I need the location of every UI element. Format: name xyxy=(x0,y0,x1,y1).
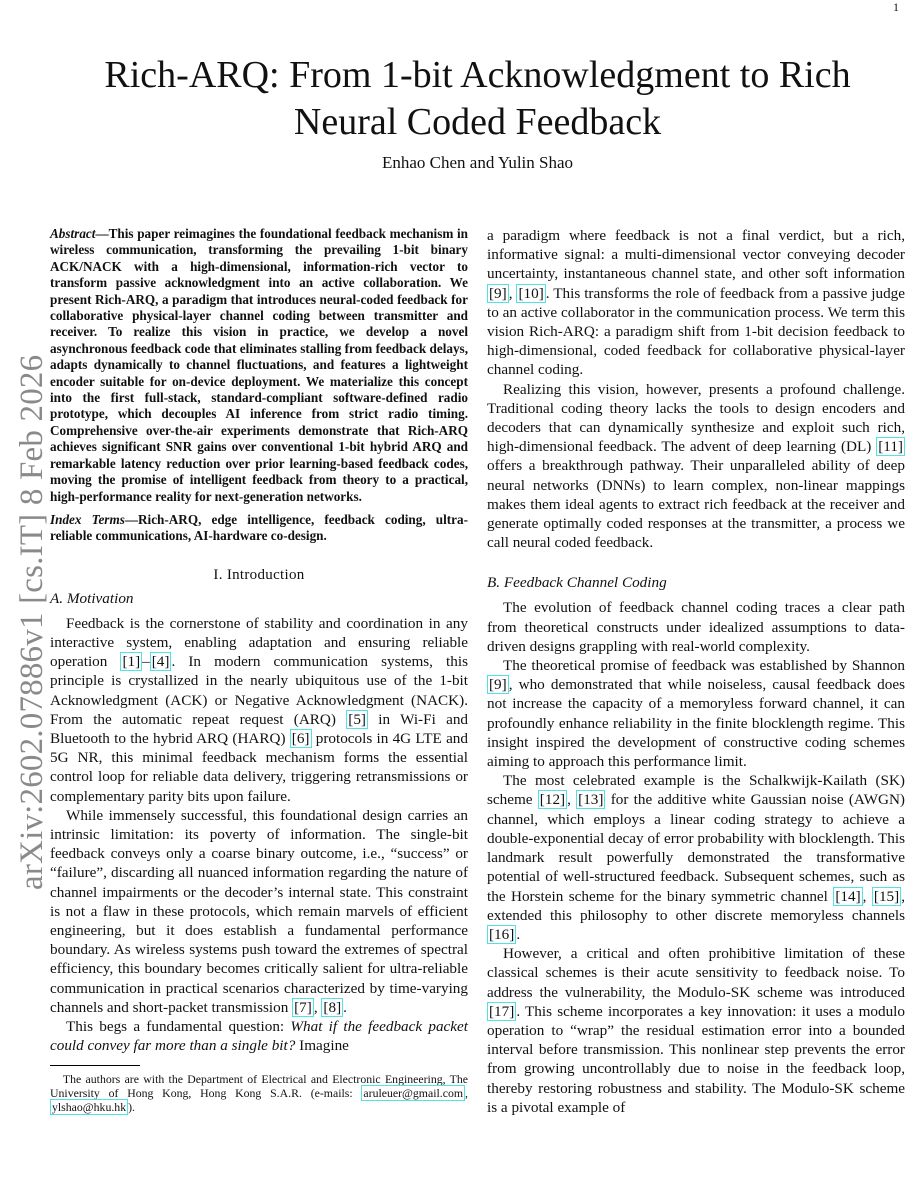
citation-link[interactable]: [7] xyxy=(294,998,312,1016)
index-terms-label: Index Terms xyxy=(50,511,125,527)
text-span: – xyxy=(142,653,150,671)
text-span: Realizing this vision, however, presents a profound challenge. Traditional coding theory lacks the tools to design encoders and decoders that can dynamically synthesize and exploit such rich, high-dimensional feedback. The advent of deep learning (DL) xyxy=(487,380,905,456)
email-link[interactable]: ylshao@hku.hk xyxy=(52,1100,127,1115)
citation-link[interactable]: [15] xyxy=(873,887,900,905)
text-span: ). xyxy=(128,1100,135,1115)
citation-link[interactable]: [14] xyxy=(835,887,861,905)
citation-link[interactable]: [4] xyxy=(151,653,170,671)
abstract-text: —This paper reimagines the foundational feedback mechanism in wireless communication, transforming the prevailing 1-bit binary ACK/NACK with a high-dimensional, information-rich vector to transform passive acknowledgment into an active collaboration. We present Rich-ARQ, a paradigm that introduces neural-coded feedback for collaborative physical-layer channel coding between transmitter and receiver. To realize this vision in practice, we develop a novel asynchronous feedback code that eliminates stalling from feedback delays, adapts dynamically to channel fluctuations, and features a lightweight encoder suitable for on-device deployment. We materialize this concept into the first full-stack, standard-compliant software-defined radio prototype, which decouples AI inference from strict radio timing. Comprehensive over-the-air experiments demonstrate that Rich-ARQ achieves significant SNR gains over conventional 1-bit hybrid ARQ and remarkable latency reduction over prior learning-based feedback codes, moving the promise of intelligent feedback from theory to a practical, high-performance reality for next-generation networks. xyxy=(50,226,468,504)
text-span: While immensely successful, this foundational design carries an intrinsic limitation: its poverty of information. The single-bit feedback conveys only a coarse binary outcome, i.e., “success” or “failure”, discarding all nuanced information regarding the nature of channel impairments or the decoder’s internal state. This constraint is not a flaw in these protocols, which remain marvels of efficient engineering, but it does establish a fundamental performance boundary. As wireless systems push toward the extremes of spectral efficiency, this boundary becomes critically salient for ultra-reliable communication in practical scenarios characterized by time-varying channels and short-packet transmission xyxy=(50,806,468,1016)
email-link[interactable]: aruleuer@gmail.com xyxy=(363,1086,464,1101)
citation-link[interactable]: [8] xyxy=(323,998,342,1016)
text-span: However, a critical and often prohibitive limitation of these classical schemes is their acute sensitivity to feedback noise. To address the vulnerability, the Modulo-SK scheme was introduced xyxy=(487,945,905,1001)
citation-link[interactable]: [6] xyxy=(291,729,310,747)
text-span: , who demonstrated that while noiseless, causal feedback does not increase the capacity of a memoryless forward channel, it can profoundly enhance reliability in the finite blocklength regime. This insight inspired the development of constructive coding schemes aiming to approach this performance limit. xyxy=(487,676,905,771)
paragraph xyxy=(487,380,905,553)
text-span: This begs a fundamental question: xyxy=(66,1017,291,1035)
text-span: , xyxy=(862,887,872,905)
text-span: Imagine xyxy=(295,1037,349,1055)
text-span: The theoretical promise of feedback was established by Shannon xyxy=(503,657,905,675)
citation-link[interactable]: [10] xyxy=(518,284,544,302)
citation-link[interactable]: [16] xyxy=(489,925,515,943)
citation-link[interactable]: [12] xyxy=(539,791,566,809)
citation-link[interactable]: [13] xyxy=(578,791,604,809)
text-span: , extended this philosophy to other discrete memoryless channels xyxy=(487,887,905,924)
text-span: . In modern communication systems, this principle is crystallized in the nearly ubiquitous use of the 1-bit Acknowledgment (ACK) or Negative Acknowledgment (NACK). From the automatic repeat request (ARQ) xyxy=(50,653,468,728)
citation-link[interactable]: [1] xyxy=(122,653,141,671)
text-span: , xyxy=(465,1086,468,1101)
citation-link[interactable]: [11] xyxy=(878,438,903,456)
text-span: . This scheme incorporates a key innovation: it uses a modulo operation to “wrap” the residual estimation error into a bounded interval before transmission. This nonlinear step prevents the error from growing uncontrollably due to noise in the feedback loop, thereby restoring robustness and stability. The Modulo-SK scheme is a pivotal example of xyxy=(487,1002,905,1116)
text-span: . This transforms the role of feedback from a passive judge to an active collaborator in the communication process. We term this vision Rich-ARQ: a paradigm shift from 1-bit decision feedback to high-dimensional, coded feedback for collaborative physical-layer channel coding. xyxy=(487,284,905,379)
text-span: Feedback is the cornerstone of stability and coordination in any interactive system, enabling adaptation and ensuring reliable operation xyxy=(50,614,468,671)
subsection-heading-feedback-coding: B. Feedback Channel Coding xyxy=(487,574,667,592)
abstract-label: Abstract xyxy=(50,226,96,241)
subsection-heading-motivation: A. Motivation xyxy=(50,589,134,607)
citation-link[interactable]: [9] xyxy=(489,284,507,302)
paragraph xyxy=(487,656,905,771)
arxiv-identifier[interactable]: arXiv:2602.07886v1 [cs.IT] 8 Feb 2026 xyxy=(14,354,50,890)
text-span: , xyxy=(508,284,517,302)
text-span: . xyxy=(343,998,347,1016)
paragraph xyxy=(487,226,905,380)
footnote xyxy=(50,1072,468,1114)
section-heading-introduction: I. Introduction xyxy=(213,566,305,583)
text-span: in Wi-Fi and Bluetooth to the hybrid ARQ (HARQ) xyxy=(50,710,469,747)
abstract xyxy=(50,226,468,505)
text-span: a paradigm where feedback is not a final verdict, but a rich, informative signal: a multi-dimensional vector conveying decoder uncertainty, instantaneous channel state, and other soft information xyxy=(487,227,905,283)
citation-link[interactable]: [5] xyxy=(348,710,366,728)
page-number: 1 xyxy=(893,0,899,14)
paper-title: Rich-ARQ: From 1-bit Acknowledgment to Rich Neural Coded Feedback xyxy=(104,54,851,143)
paragraph xyxy=(50,614,468,806)
index-terms xyxy=(50,512,468,545)
paragraph xyxy=(487,771,905,944)
text-span: for the additive white Gaussian noise (AWGN) channel, which employs a linear coding strategy to achieve a double-exponential decay of error probability with blocklength. This landmark result powerfully demonstrated the transformative potential of well-structured feedback. Subsequent schemes, such as the Horstein scheme for the binary symmetric channel xyxy=(487,791,905,905)
citation-link[interactable]: [9] xyxy=(489,676,507,694)
index-terms-text: —Rich-ARQ, edge intelligence, feedback coding, ultra-reliable communications, AI-hardware co-design. xyxy=(50,511,468,544)
text-span: The most celebrated example is the Schalkwijk-Kailath (SK) scheme xyxy=(487,772,905,809)
paragraph xyxy=(50,806,468,1017)
left-column xyxy=(50,226,468,1114)
paper-authors: Enhao Chen and Yulin Shao xyxy=(381,153,574,172)
paragraph: The evolution of feedback channel coding traces a clear path from theoretical constructs under idealized assumptions to data-driven designs grappling with real-world complexity. xyxy=(487,599,905,655)
text-span: offers a breakthrough pathway. Their unparalleled ability of deep neural networks (DNNs) to learn complex, non-linear mappings makes them ideal agents to extract rich feedback at the receiver and generate optimally coded responses at the transmitter, a process we call neural coded feedback. xyxy=(487,457,905,552)
text-span: protocols in 4G LTE and 5G NR, this minimal feedback mechanism forms the essential control loop for reliable data delivery, triggering retransmissions or complementary parity bits upon failure. xyxy=(50,729,468,805)
right-column xyxy=(487,226,905,1117)
footnote-text: The authors are with the Department of Electrical and Electronic Engineering, The University of Hong Kong, Hong Kong S.A.R. (e-mails: xyxy=(50,1072,468,1101)
footnote-divider xyxy=(50,1065,140,1066)
italic-question: What if the feedback packet could convey far more than a single bit? xyxy=(50,1017,468,1055)
text-span: , xyxy=(567,791,577,809)
citation-link[interactable]: [17] xyxy=(489,1002,515,1020)
text-span: . xyxy=(516,925,521,943)
paragraph xyxy=(487,944,905,1117)
text-span: , xyxy=(313,998,322,1016)
paragraph xyxy=(50,1017,468,1055)
